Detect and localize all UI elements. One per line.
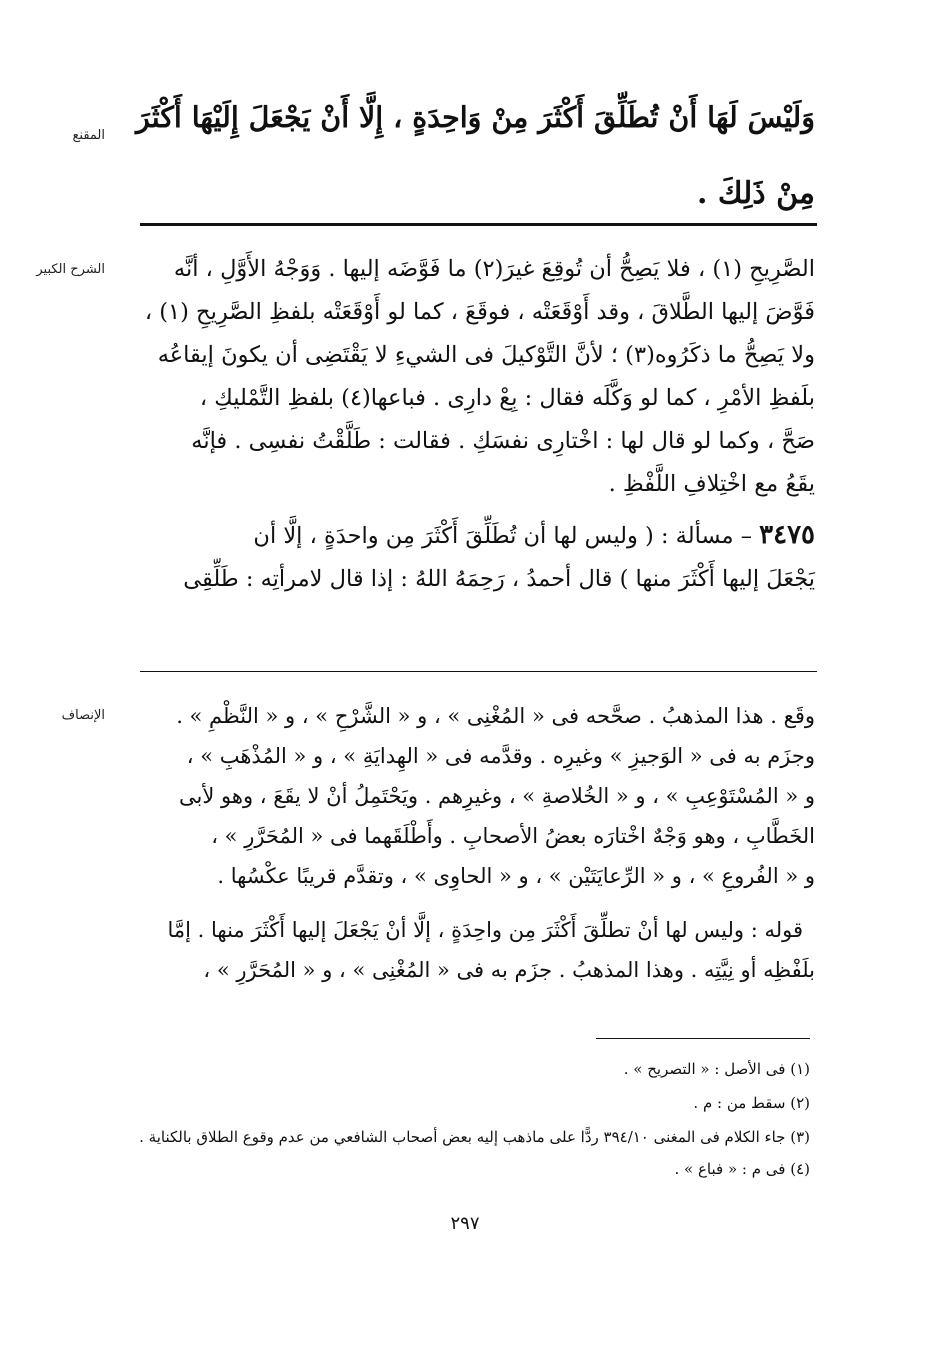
section-divider [140,671,817,672]
masala-number: ٣٤٧٥ [759,520,815,550]
footnote-divider [596,1038,810,1039]
text-line: الخَطَّابِ ، وهو وَجْهٌ اخْتارَه بعضُ الأصحابِ . وأَطْلَقَهما فى « المُحَرَّرِ » ، [211,824,815,848]
text-line: فَوَّضَ إليها الطَّلاقَ ، وقد أَوْقَعَتْه ، فوقَعَ ، كما لو أَوْقَعَتْه بلفظِ الصَّرِيحِ (١) ، [144,299,815,325]
text-line: يقَعُ مع اخْتِلافِ اللَّفْظِ . [608,471,815,497]
masala-text: – مسألة : ( وليس لها أن تُطَلِّقَ أَكْثَرَ مِن واحدَةٍ ، إلَّا أن [253,523,752,549]
text-line: بلَفظِ الأمْرِ ، كما لو وَكَّلَه فقال : بِعْ دارِى . فباعها(٤) بلفظِ التَّمْليكِ ، [199,385,815,411]
footnotes [130,1056,810,1196]
text-line: مِنْ ذَلِكَ . [696,176,815,211]
footnote: (٢) سقط من : م . [693,1094,810,1112]
text-line: و « الفُروعِ » ، و « الرِّعايَتَيْن » ، و « الحاوِى » ، وتقدَّم قريبًا عكْسُها . [217,864,815,888]
muqni-text [135,100,815,230]
footnote: (١) فى الأصل : « التصريح » . [623,1060,810,1078]
text-line: و « المُسْتَوْعِبِ » ، و « الخُلاصةِ » ، وغيرِهم . ويَحْتَمِلُ أنْ لا يقَعَ ، وهو لأبى [179,784,815,808]
text-line: صَحَّ ، وكما لو قال لها : اخْتارِى نفسَكِ . فقالت : طَلَّقْتُ نفسِى . فإنَّه [191,428,815,454]
section-label-insaf: الإنصاف [61,708,105,723]
page-number: ٢٩٧ [450,1213,480,1234]
footnote: (٣) جاء الكلام فى المغنى ٣٩٤/١٠ ردًّا على ماذهب إليه بعض أصحاب الشافعي من عدم وقوع الطلاق بالكناية . [139,1128,810,1146]
text-line: الصَّرِيحِ (١) ، فلا يَصِحُّ أن تُوقِعَ غيرَ(٢) ما فَوَّضَه إليها . وَوَجْهُ الأَوَّلِ ، أنَّه [173,256,815,282]
text-line: قوله : وليس لها أنْ تطلِّقَ أَكْثَرَ مِن واحِدَةٍ ، إلَّا أنْ يَجْعَلَ إليها أَكْثَرَ منها . إمَّا [167,918,803,942]
text-line: ولا يَصِحُّ ما ذكَرُوه(٣) ؛ لأنَّ التَّوْكيلَ فى الشيءِ لا يَقْتَضِى أن يكونَ إيقاعُه [157,342,815,368]
sharh-text [130,244,815,664]
text-line: وَلَيْسَ لَهَا أَنْ تُطَلِّقَ أَكْثَرَ مِنْ وَاحِدَةٍ ، إِلَّا أَنْ يَجْعَلَ إِلَيْهَا أَكْثَرَ [136,100,815,134]
text-line: وقَع . هذا المذهبُ . صحَّحه فى « المُغْنِى » ، و « الشَّرْحِ » ، و « النَّظْمِ » . [176,704,815,728]
text-line: يَجْعَلَ إليها أَكْثَرَ منها ) قال أحمدُ ، رَحِمَهُ اللهُ : إذا قال لامرأتِه : طَلِّقِى [183,566,815,592]
section-label-sharh: الشرح الكبير [36,262,105,277]
text-line: وجزَم به فى « الوَجيزِ » وغيرِه . وقدَّمه فى « الهِدايَةِ » ، و « المُذْهَبِ » ، [186,744,815,768]
text-line: بلَفْظِه أو نِيَّتِه . وهذا المذهبُ . جزَم به فى « المُغْنِى » ، و « المُحَرَّرِ » ، [203,958,815,982]
masala-line [253,520,815,550]
section-label-muqni: المقنع [72,128,105,143]
insaf-text [130,696,815,1026]
footnote: (٤) فى م : « فباع » . [674,1160,810,1178]
section-divider [140,223,817,226]
